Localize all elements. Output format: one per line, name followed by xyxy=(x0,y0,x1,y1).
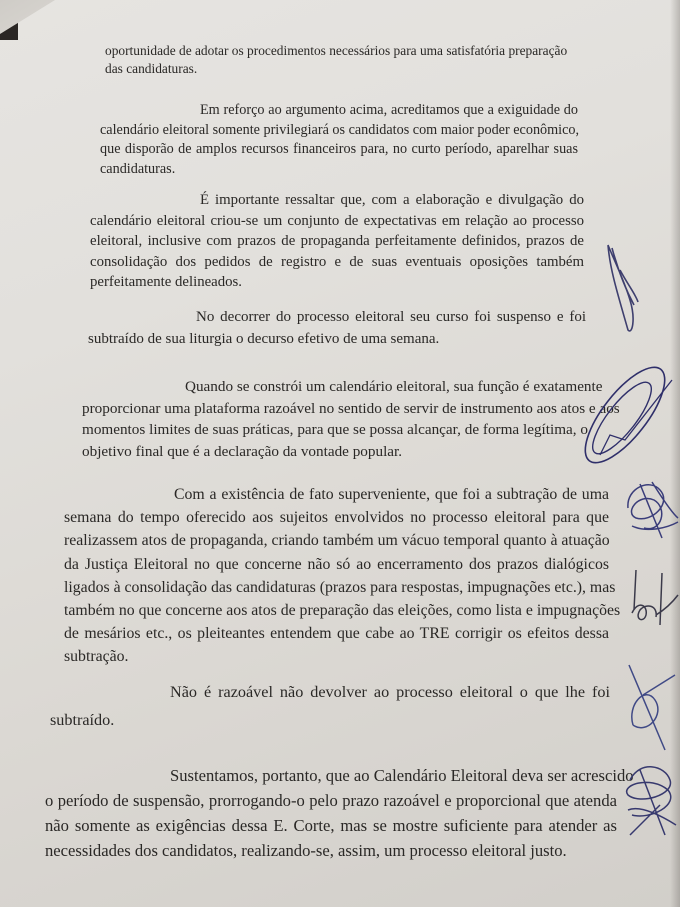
paragraph-expectations xyxy=(90,190,584,293)
text-line: objetivo final que é a declaração da vontade popular. xyxy=(82,442,403,460)
text-line: Não é razoável não devolver ao processo eleitoral o que lhe foi xyxy=(170,683,610,701)
paragraph-conclusion xyxy=(45,763,634,863)
text-line: das candidaturas. xyxy=(105,61,198,76)
signature-scribble-icon xyxy=(625,655,680,755)
text-line: É importante ressaltar que, com a elaboração e divulgação do xyxy=(200,192,584,208)
text-line: calendário eleitoral criou-se um conjunto de expectativas em relação ao processo xyxy=(90,212,584,229)
text-line: o período de suspensão, prorrogando-o pelo prazo razoável e proporcional que atenda xyxy=(45,791,617,810)
text-line: oportunidade de adotar os procedimentos necessários para uma satisfatória preparação xyxy=(105,43,568,58)
text-line: que disporão de amplos recursos financeiros para, no curto período, aparelhar suas xyxy=(100,141,578,157)
text-line: subtraído. xyxy=(50,711,115,729)
text-line: Com a existência de fato superveniente, que foi a subtração de uma xyxy=(174,486,609,503)
paragraph-calendar-function xyxy=(82,376,620,462)
text-line: Quando se constrói um calendário eleitoral, sua função é exatamente xyxy=(185,378,603,395)
signature-scribble-icon xyxy=(628,565,680,640)
text-line: subtraído de sua liturgia o decurso efetivo de uma semana. xyxy=(88,331,440,347)
margin-initials-signature xyxy=(628,565,680,640)
paragraph-suspension xyxy=(88,306,586,350)
text-line: calendário eleitoral somente privilegiará os candidatos com maior poder econômico, xyxy=(100,121,580,138)
text-line: ligados à consolidação das candidaturas (prazos para respostas, impugnações etc.), mas xyxy=(64,578,616,596)
paragraph-continuation xyxy=(105,42,568,78)
text-line: Sustentamos, portanto, que ao Calendário Eleitoral deva ser acrescido xyxy=(170,766,634,785)
text-line: Em reforço ao argumento acima, acreditamos que a exiguidade do xyxy=(200,102,578,118)
paragraph-not-reasonable xyxy=(50,678,610,734)
text-line: No decorrer do processo eleitoral seu curso foi suspenso e foi xyxy=(196,309,586,325)
margin-initials-signature xyxy=(620,760,680,845)
paragraph-economic-power xyxy=(100,101,578,179)
text-line: semana do tempo oferecido aos sujeitos envolvidos no processo eleitoral para que xyxy=(64,509,609,527)
text-line: de mesários etc., os pleiteantes entendem que cabe ao TRE corrigir os efeitos dessa xyxy=(64,625,609,643)
text-line: eleitoral, inclusive com prazos de propaganda perfeitamente definidos, prazos de xyxy=(90,233,584,249)
margin-initials-signature xyxy=(600,240,650,335)
page-corner-fold xyxy=(0,0,55,34)
text-line: candidaturas. xyxy=(100,160,176,177)
margin-initials-signature xyxy=(622,478,680,548)
text-line: necessidades dos candidatos, realizando-se, assim, um processo eleitoral justo. xyxy=(45,841,567,860)
text-line: subtração. xyxy=(64,648,129,666)
text-line: momentos limites de suas práticas, para que se possa alcançar, de forma legítima, o xyxy=(82,421,588,438)
signature-scribble-icon xyxy=(620,760,680,845)
text-line: perfeitamente delineados. xyxy=(90,274,243,290)
margin-initials-signature xyxy=(625,655,680,755)
signature-scribble-icon xyxy=(622,478,680,548)
text-line: consolidação dos pedidos de registro e de suas eventuais oposições também xyxy=(90,253,584,270)
text-line: da Justiça Eleitoral no que concerne não só ao encerramento dos prazos dialógicos xyxy=(64,555,609,573)
paragraph-supervening-fact xyxy=(64,483,621,669)
text-line: também no que concerne aos atos de preparação das eleições, como lista e impugnações xyxy=(64,602,621,620)
text-line: não somente as exigências dessa E. Corte, mas se mostre suficiente para atender as xyxy=(45,816,617,835)
signature-scribble-icon xyxy=(580,360,675,470)
signature-scribble-icon xyxy=(600,240,650,335)
text-line: realizassem atos de propaganda, criando também um vácuo temporal quanto à atuação xyxy=(64,532,610,550)
margin-initials-signature xyxy=(580,360,675,470)
text-line: proporcionar uma plataforma razoável no sentido de servir de instrumento aos atos e aos xyxy=(82,399,620,417)
